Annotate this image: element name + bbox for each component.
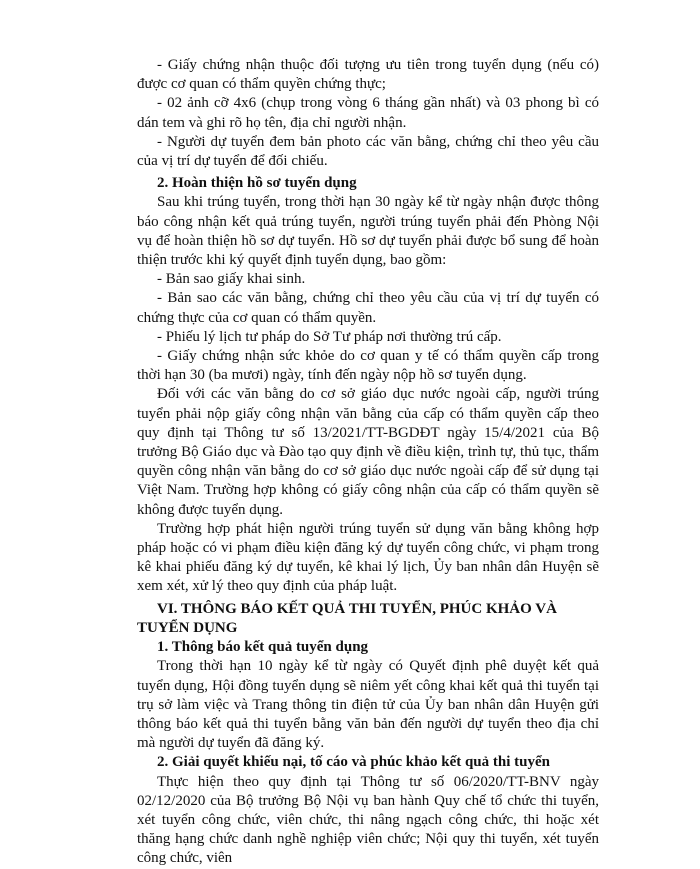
paragraph-complaints: Thực hiện theo quy định tại Thông tư số 06/2020/TT-BNV ngày 02/12/2020 của Bộ trưởng Bộ Nội vụ ban hành Quy chế tổ chức thi tuyển, xét tuyển công chức, viên chức, thi nâng ngạch công chức, thi hoặc xét thăng hạng chức danh nghề nghiệp viên chức; Nội quy thi tuyển, xét tuyển công chức, viên: [137, 773, 599, 867]
paragraph-complete-dossier: Sau khi trúng tuyển, trong thời hạn 30 ngày kể từ ngày nhận được thông báo công nhận kết quả trúng tuyển, người trúng tuyển phải đến Phòng Nội vụ để hoàn thiện hồ sơ dự tuyển. Hồ sơ dự tuyển phải được bổ sung để hoàn thiện trước khi ký quyết định tuyển dụng, bao gồm:: [137, 194, 599, 269]
heading-section-vi: VI. THÔNG BÁO KẾT QUẢ THI TUYỂN, PHÚC KHẢO VÀ TUYỂN DỤNG: [137, 600, 557, 636]
paragraph-illegal-diplomas: Trường hợp phát hiện người trúng tuyển sử dụng văn bằng không hợp pháp hoặc có vi phạm điều kiện đăng ký dự tuyển công chức, vi phạm trong kê khai phiếu đăng ký dự tuyển, kê khai lý lịch, Ủy ban nhân dân Huyện sẽ xem xét, xử lý theo quy định của pháp luật.: [137, 520, 599, 595]
paragraph-photocopies: - Người dự tuyển đem bản photo các văn bằng, chứng chỉ theo yêu cầu của vị trí dự tuyển để đối chiếu.: [137, 133, 599, 170]
paragraph-priority-certificate: - Giấy chứng nhận thuộc đối tượng ưu tiên trong tuyển dụng (nếu có) được cơ quan có thẩm quyền chứng thực;: [137, 57, 599, 93]
paragraph-photos-envelopes: - 02 ảnh cỡ 4x6 (chụp trong vòng 6 tháng gần nhất) và 03 phong bì có dán tem và ghi rõ họ tên, địa chỉ người nhận.: [137, 95, 599, 131]
paragraph-birth-certificate: - Bản sao giấy khai sinh.: [157, 271, 306, 288]
document-page: [137, 56, 599, 869]
heading-complaints: 2. Giải quyết khiếu nại, tố cáo và phúc khảo kết quả thi tuyển: [157, 754, 550, 771]
paragraph-health-certificate: - Giấy chứng nhận sức khỏe do cơ quan y tế có thẩm quyền cấp trong thời hạn 30 (ba mươi) ngày, tính đến ngày nộp hồ sơ tuyển dụng.: [137, 348, 599, 384]
heading-complete-dossier: 2. Hoàn thiện hồ sơ tuyển dụng: [157, 175, 357, 192]
paragraph-diploma-copies: - Bản sao các văn bằng, chứng chỉ theo yêu cầu của vị trí dự tuyển có chứng thực của cơ quan có thẩm quyền.: [137, 290, 599, 326]
heading-announce-results: 1. Thông báo kết quả tuyển dụng: [157, 639, 369, 656]
paragraph-foreign-diplomas: Đối với các văn bằng do cơ sở giáo dục nước ngoài cấp, người trúng tuyển phải nộp giấy công nhận văn bằng của cấp có thẩm quyền cấp theo quy định tại Thông tư số 13/2021/TT-BGDĐT ngày 15/4/2021 của Bộ trưởng Bộ Giáo dục và Đào tạo quy định về điều kiện, trình tự, thủ tục, thẩm quyền công nhận văn bằng do cơ sở giáo dục nước ngoài cấp để sử dụng tại Việt Nam. Trường hợp không có giấy công nhận của cấp có thẩm quyền sẽ không được tuyển dụng.: [137, 386, 599, 518]
paragraph-judicial-record: - Phiếu lý lịch tư pháp do Sở Tư pháp nơi thường trú cấp.: [157, 328, 502, 345]
paragraph-announce-results: Trong thời hạn 10 ngày kể từ ngày có Quyết định phê duyệt kết quả tuyển dụng, Hội đồng tuyển dụng sẽ niêm yết công khai kết quả thi tuyển tại trụ sở làm việc và Trang thông tin điện tử của Ủy ban nhân dân Huyện gửi thông báo kết quả thi tuyển bằng văn bản đến người dự tuyển theo địa chỉ mà người dự tuyển đã đăng ký.: [137, 658, 599, 752]
